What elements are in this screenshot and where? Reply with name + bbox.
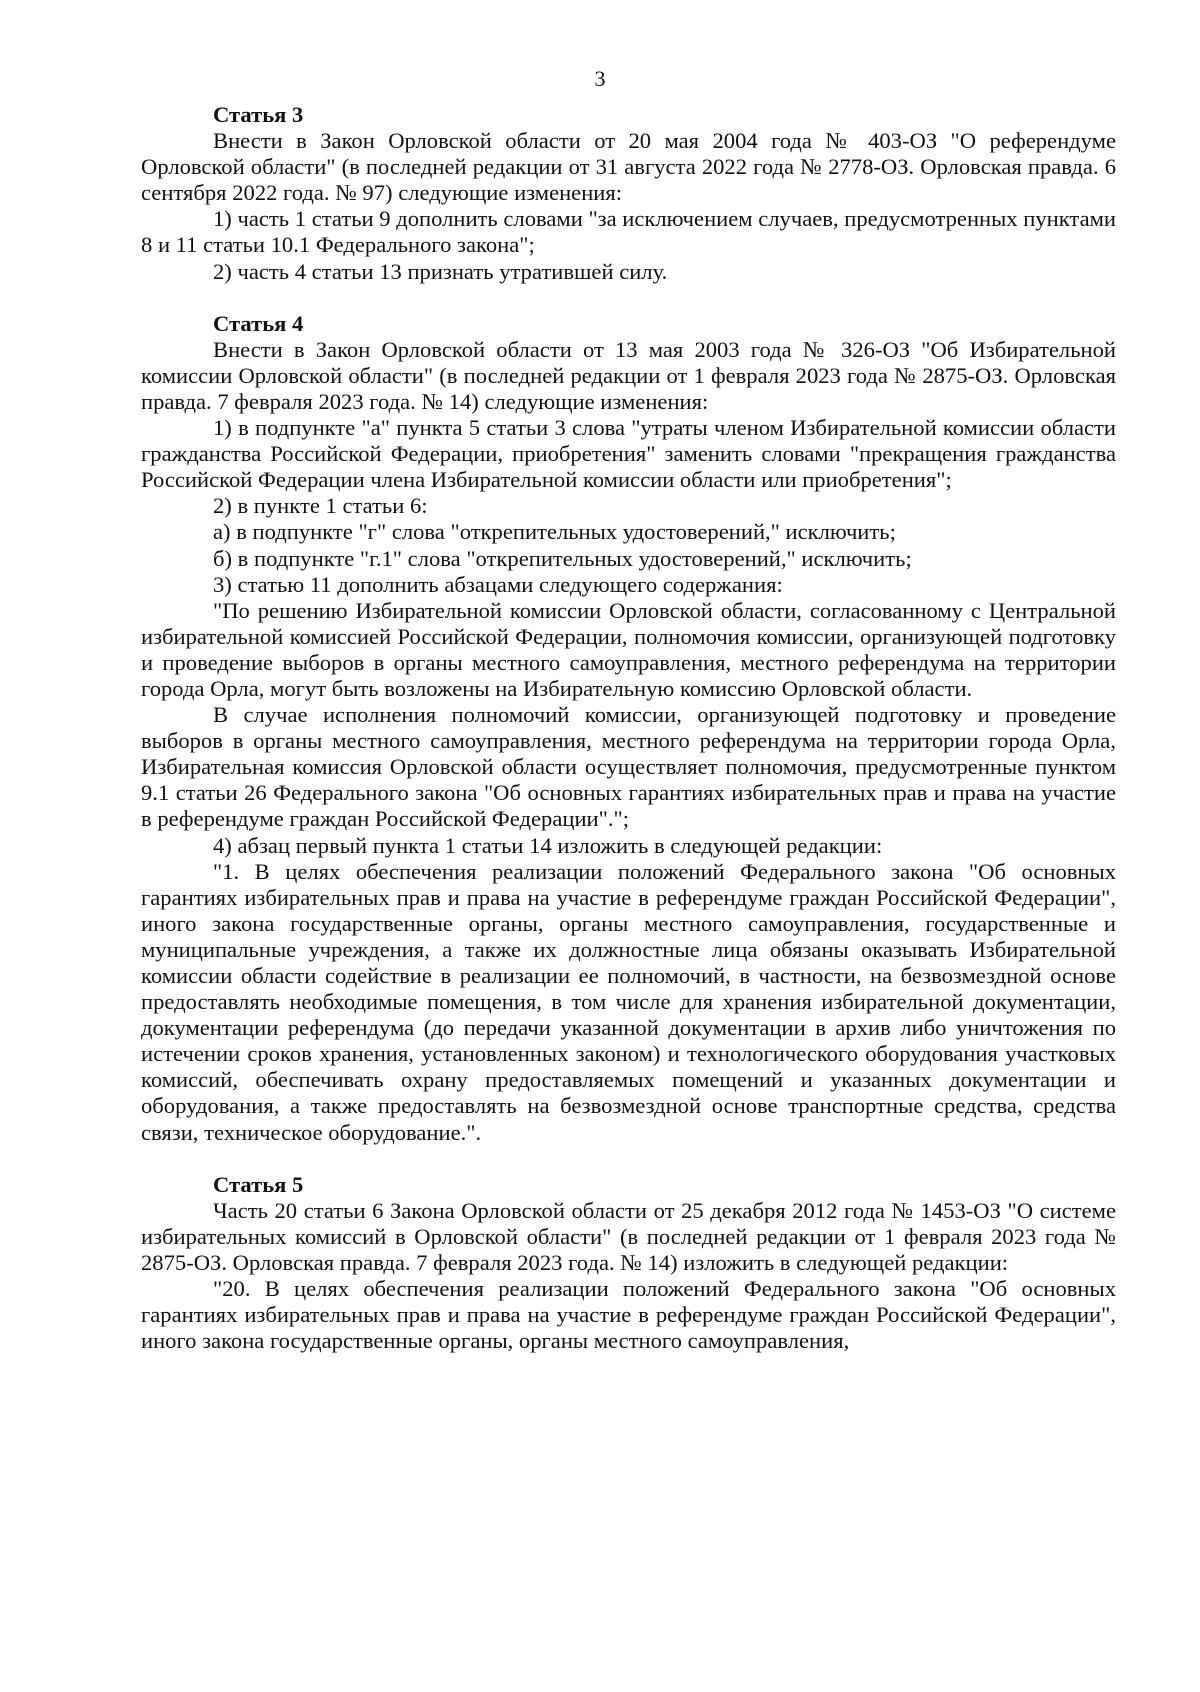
article-title: Статья 4 xyxy=(213,310,304,336)
paragraph: 2) часть 4 статьи 13 признать утратившей силу. xyxy=(213,258,668,284)
paragraph: Часть 20 статьи 6 Закона Орловской области от 25 декабря 2012 года № 1453-ОЗ "О системе избирательных комиссий в Орловской области" (в последней редакции от 1 февраля 2023 года № 2875-ОЗ. Орловская правда. 7 февраля 2023 года. № 14) изложить в следующей редакции: xyxy=(141,1197,1116,1275)
paragraph: В случае исполнения полномочий комиссии, организующей подготовку и проведение выборов в органы местного самоуправления, местного референдума на территории города Орла, Избирательная комиссия Орловской области осуществляет полномочия, предусмотренные пунктом 9.1 статьи 26 Федерального закона "Об основных гарантиях избирательных прав и права на участие в референдуме граждан Российской Федерации"."; xyxy=(141,702,1116,832)
article-title: Статья 3 xyxy=(213,102,304,127)
paragraph: "По решению Избирательной комиссии Орловской области, согласованному с Центральной избирательной комиссией Российской Федерации, полномочия комиссии, организующей подготовку и проведение выборов в органы местного самоуправления, местного референдума на территории города Орла, могут быть возложены на Избирательную комиссию Орловской области. xyxy=(141,597,1116,701)
article-3 xyxy=(141,102,1116,285)
paragraph: Внести в Закон Орловской области от 20 мая 2004 года № 403-ОЗ "О референдуме Орловской области" (в последней редакции от 31 августа 2022 года № 2778-ОЗ. Орловская правда. 6 сентября 2022 года. № 97) следующие изменения: xyxy=(141,128,1116,206)
paragraph: 4) абзац первый пункта 1 статьи 14 изложить в следующей редакции: xyxy=(213,832,883,858)
paragraph: Внести в Закон Орловской области от 13 мая 2003 года № 326-ОЗ "Об Избирательной комиссии Орловской области" (в последней редакции от 1 февраля 2023 года № 2875-ОЗ. Орловская правда. 7 февраля 2023 года. № 14) следующие изменения: xyxy=(141,336,1116,414)
paragraph: а) в подпункте "г" слова "открепительных удостоверений," исключить; xyxy=(213,519,896,545)
paragraph: 2) в пункте 1 статьи 6: xyxy=(213,493,428,519)
paragraph: 1) в подпункте "а" пункта 5 статьи 3 слова "утраты членом Избирательной комиссии области гражданства Российской Федерации, приобретения" заменить словами "прекращения гражданства Российской Федерации члена Избирательной комиссии области или приобретения"; xyxy=(141,415,1116,493)
paragraph: 3) статью 11 дополнить абзацами следующего содержания: xyxy=(213,571,783,597)
paragraph: б) в подпункте "г.1" слова "открепительных удостоверений," исключить; xyxy=(213,545,912,571)
document-body xyxy=(141,102,1116,1354)
article-4 xyxy=(141,311,1116,1146)
article-5 xyxy=(141,1172,1116,1355)
paragraph: "20. В целях обеспечения реализации положений Федерального закона "Об основных гарантиях избирательных прав и права на участие в референдуме граждан Российской Федерации", иного закона государственные органы, органы местного самоуправления, xyxy=(141,1276,1116,1354)
paragraph: "1. В целях обеспечения реализации положений Федерального закона "Об основных гарантиях избирательных прав и права на участие в референдуме граждан Российской Федерации", иного закона государственные органы, органы местного самоуправления, государственные и муниципальные учреждения, а также их должностные лица обязаны оказывать Избирательной комиссии области содействие в реализации ее полномочий, в частности, на безвозмездной основе предоставлять необходимые помещения, в том числе для хранения избирательной документации, документации референдума (до передачи указанной документации в архив либо уничтожения по истечении сроков хранения, установленных законом) и технологического оборудования участковых комиссий, обеспечивать охрану предоставляемых помещений и указанных документации и оборудования, а также предоставлять на безвозмездной основе транспортные средства, средства связи, техническое оборудование.". xyxy=(141,858,1116,1145)
paragraph: 1) часть 1 статьи 9 дополнить словами "за исключением случаев, предусмотренных пунктами 8 и 11 статьи 10.1 Федерального закона"; xyxy=(141,206,1116,258)
page-number: 3 xyxy=(594,66,606,91)
article-title: Статья 5 xyxy=(213,1171,304,1197)
